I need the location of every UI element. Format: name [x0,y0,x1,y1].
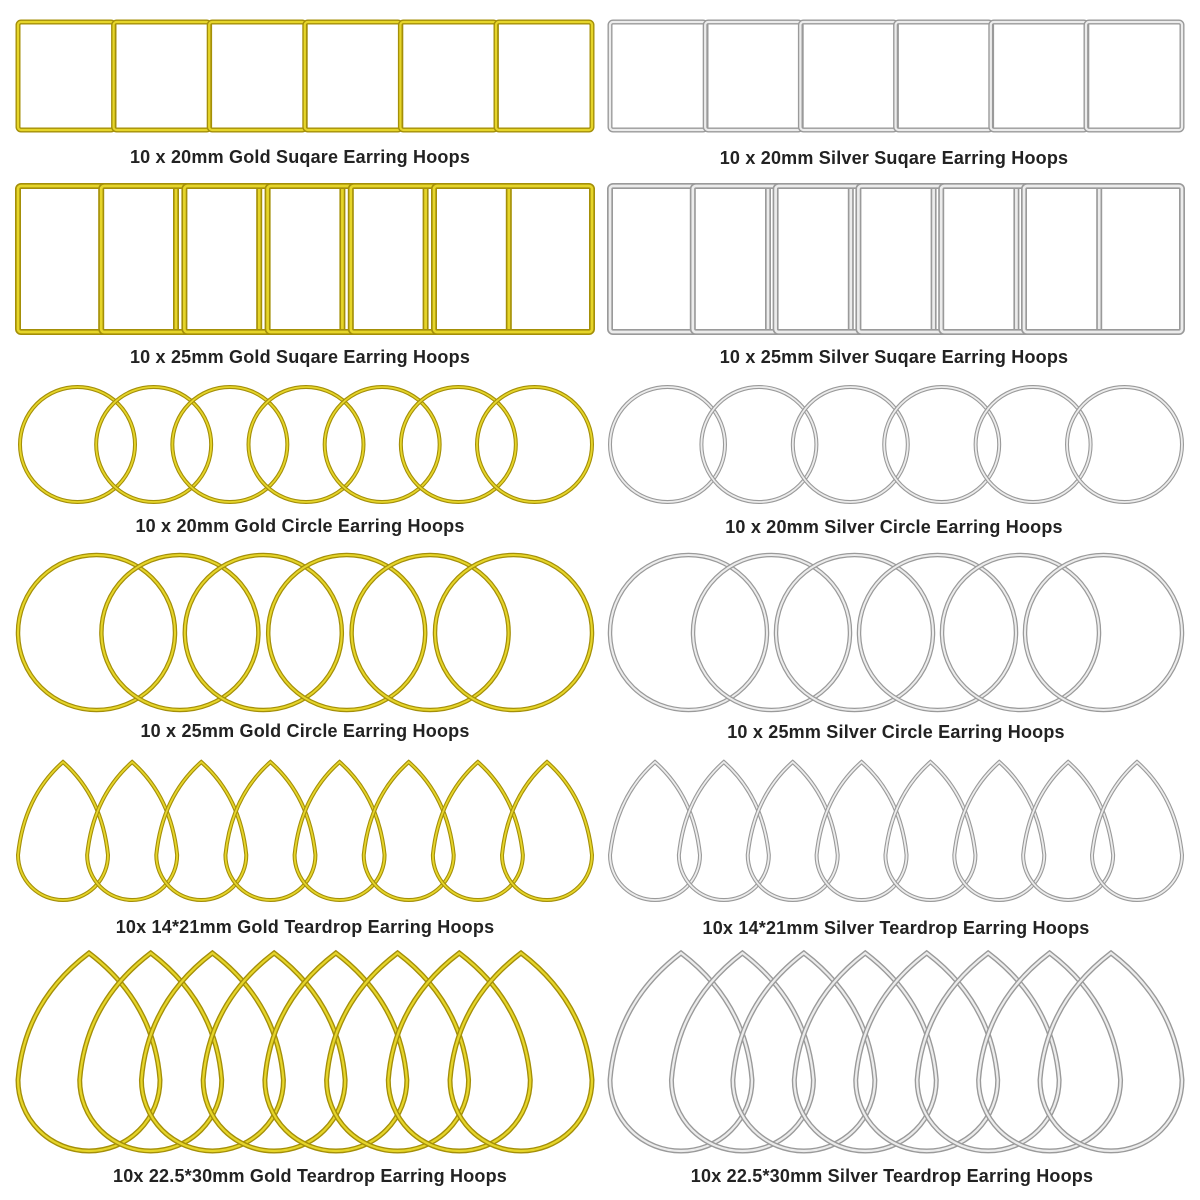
silver-circle-hoop-highlight [884,387,999,502]
gold-circle-large-hoop-highlight [185,555,342,710]
gold-square-group [18,22,592,130]
silver-teardrop-large-hoop-highlight [671,953,813,1151]
silver-teardrop-large-hoop-highlight [1040,953,1182,1151]
label-gold-teardrop-small: 10x 14*21mm Gold Teardrop Earring Hoops [115,917,495,937]
gold-circle-hoop-highlight [401,387,516,502]
label-gold-square-20: 10 x 20mm Gold Suqare Earring Hoops [129,147,471,167]
label-silver-teardrop-small: 10x 14*21mm Silver Teardrop Earring Hoops [702,918,1090,938]
gold-square-large-hoop [18,186,176,332]
gold-circle-hoop-highlight [325,387,440,502]
silver-square-large-hoop [858,186,1016,332]
gold-circle-large-hoop-highlight [18,555,175,710]
silver-circle-hoop-highlight [793,387,908,502]
label-silver-teardrop-large: 10x 22.5*30mm Silver Teardrop Earring Hoops [690,1166,1094,1186]
gold-square-large-hoop-highlight [434,186,592,332]
silver-circle-large-group [610,555,1182,710]
gold-square-hoop [114,22,210,130]
silver-square-large-hoop [941,186,1099,332]
gold-teardrop-large-hoop-highlight [450,953,592,1151]
silver-square-large-hoop [1024,186,1182,332]
silver-teardrop-large-hoop [610,953,752,1151]
gold-square-large-hoop-highlight [18,186,176,332]
silver-square-hoop [610,22,706,130]
silver-square-large-hoop [776,186,934,332]
gold-teardrop-large-hoop-highlight [388,953,530,1151]
silver-square-hoop [800,22,896,130]
gold-square-hoop-highlight [18,22,114,130]
gold-circle-large-hoop-highlight [268,555,425,710]
silver-teardrop-large-group [610,953,1182,1151]
label-silver-circle-25: 10 x 25mm Silver Circle Earring Hoops [727,722,1065,742]
silver-teardrop-large-hoop [917,953,1059,1151]
gold-square-large-hoop [101,186,259,332]
gold-teardrop-large-hoop [203,953,345,1151]
gold-square-large-group [18,186,592,332]
silver-circle-group [610,387,1182,502]
gold-teardrop-large-hoop-highlight [80,953,222,1151]
gold-circle-group [20,387,592,502]
silver-teardrop-large-hoop [856,953,998,1151]
silver-square-hoop-highlight [991,22,1087,130]
silver-teardrop-large-hoop [671,953,813,1151]
gold-teardrop-large-hoop-highlight [327,953,469,1151]
silver-square-hoop [1086,22,1182,130]
label-silver-square-20: 10 x 20mm Silver Suqare Earring Hoops [719,148,1069,168]
silver-square-large-hoop-highlight [610,186,768,332]
silver-square-large-hoop [610,186,768,332]
silver-circle-large-hoop-highlight [610,555,767,710]
gold-square-large-hoop-highlight [101,186,259,332]
gold-circle-hoop-highlight [477,387,592,502]
silver-circle-hoop-highlight [976,387,1091,502]
silver-square-group [610,22,1182,130]
gold-teardrop-large-group [18,953,592,1151]
silver-square-large-hoop [693,186,851,332]
gold-teardrop-large-hoop-highlight [18,953,160,1151]
label-silver-circle-20: 10 x 20mm Silver Circle Earring Hoops [725,517,1063,537]
silver-teardrop-large-hoop-highlight [733,953,875,1151]
gold-square-hoop [496,22,592,130]
silver-circle-hoop-highlight [701,387,816,502]
gold-square-hoop-highlight [305,22,401,130]
silver-circle-large-hoop-highlight [1025,555,1182,710]
gold-square-large-hoop [434,186,592,332]
label-gold-circle-25: 10 x 25mm Gold Circle Earring Hoops [140,721,470,741]
silver-circle-large-hoop-highlight [942,555,1099,710]
silver-teardrop-large-hoop [1040,953,1182,1151]
gold-teardrop-large-hoop-highlight [265,953,407,1151]
label-gold-square-25: 10 x 25mm Gold Suqare Earring Hoops [129,347,471,367]
silver-square-large-hoop-highlight [858,186,1016,332]
gold-circle-hoop-highlight [96,387,211,502]
gold-teardrop-large-hoop [80,953,222,1151]
gold-teardrop-large-hoop [327,953,469,1151]
label-gold-teardrop-large: 10x 22.5*30mm Gold Teardrop Earring Hoops [113,1166,507,1186]
gold-teardrop-large-hoop-highlight [203,953,345,1151]
gold-square-hoop-highlight [496,22,592,130]
gold-square-large-hoop-highlight [184,186,342,332]
gold-square-hoop [400,22,496,130]
label-gold-circle-20: 10 x 20mm Gold Circle Earring Hoops [135,516,465,536]
silver-teardrop-large-hoop [794,953,936,1151]
gold-square-hoop-highlight [209,22,305,130]
silver-teardrop-large-hoop-highlight [794,953,936,1151]
gold-teardrop-large-hoop [141,953,283,1151]
gold-teardrop-large-hoop [265,953,407,1151]
gold-circle-hoop-highlight [20,387,135,502]
silver-circle-large-hoop-highlight [776,555,933,710]
silver-circle-large-hoop-highlight [859,555,1016,710]
silver-square-large-hoop-highlight [693,186,851,332]
gold-square-hoop-highlight [114,22,210,130]
gold-teardrop-large-hoop [18,953,160,1151]
gold-circle-large-hoop-highlight [101,555,258,710]
silver-teardrop-large-hoop-highlight [610,953,752,1151]
gold-square-large-hoop [268,186,426,332]
label-silver-square-25: 10 x 25mm Silver Suqare Earring Hoops [719,347,1069,367]
silver-teardrop-large-hoop [733,953,875,1151]
gold-teardrop-large-hoop-highlight [141,953,283,1151]
gold-square-hoop [305,22,401,130]
silver-teardrop-large-hoop-highlight [917,953,1059,1151]
gold-teardrop-large-hoop [388,953,530,1151]
gold-circle-large-hoop-highlight [352,555,509,710]
gold-circle-hoop-highlight [172,387,287,502]
silver-square-large-hoop-highlight [776,186,934,332]
silver-circle-large-hoop-highlight [693,555,850,710]
silver-square-hoop-highlight [1086,22,1182,130]
silver-square-hoop-highlight [896,22,992,130]
silver-teardrop-large-hoop-highlight [856,953,998,1151]
silver-square-large-hoop-highlight [941,186,1099,332]
gold-square-large-hoop-highlight [351,186,509,332]
silver-square-large-group [610,186,1182,332]
silver-teardrop-large-hoop-highlight [979,953,1121,1151]
silver-square-large-hoop-highlight [1024,186,1182,332]
silver-square-hoop-highlight [610,22,706,130]
gold-teardrop-large-hoop [450,953,592,1151]
silver-circle-hoop-highlight [610,387,725,502]
gold-circle-large-group [18,555,592,710]
silver-square-hoop [991,22,1087,130]
silver-square-hoop [896,22,992,130]
silver-square-hoop-highlight [705,22,801,130]
silver-teardrop-group [610,762,1182,900]
gold-square-hoop-highlight [400,22,496,130]
gold-teardrop-group [18,762,592,900]
silver-teardrop-large-hoop [979,953,1121,1151]
gold-circle-hoop-highlight [249,387,364,502]
silver-square-hoop [705,22,801,130]
gold-square-hoop [209,22,305,130]
gold-square-hoop [18,22,114,130]
silver-circle-hoop-highlight [1067,387,1182,502]
gold-square-large-hoop [184,186,342,332]
silver-square-hoop-highlight [800,22,896,130]
gold-circle-large-hoop-highlight [435,555,592,710]
gold-square-large-hoop [351,186,509,332]
gold-square-large-hoop-highlight [268,186,426,332]
